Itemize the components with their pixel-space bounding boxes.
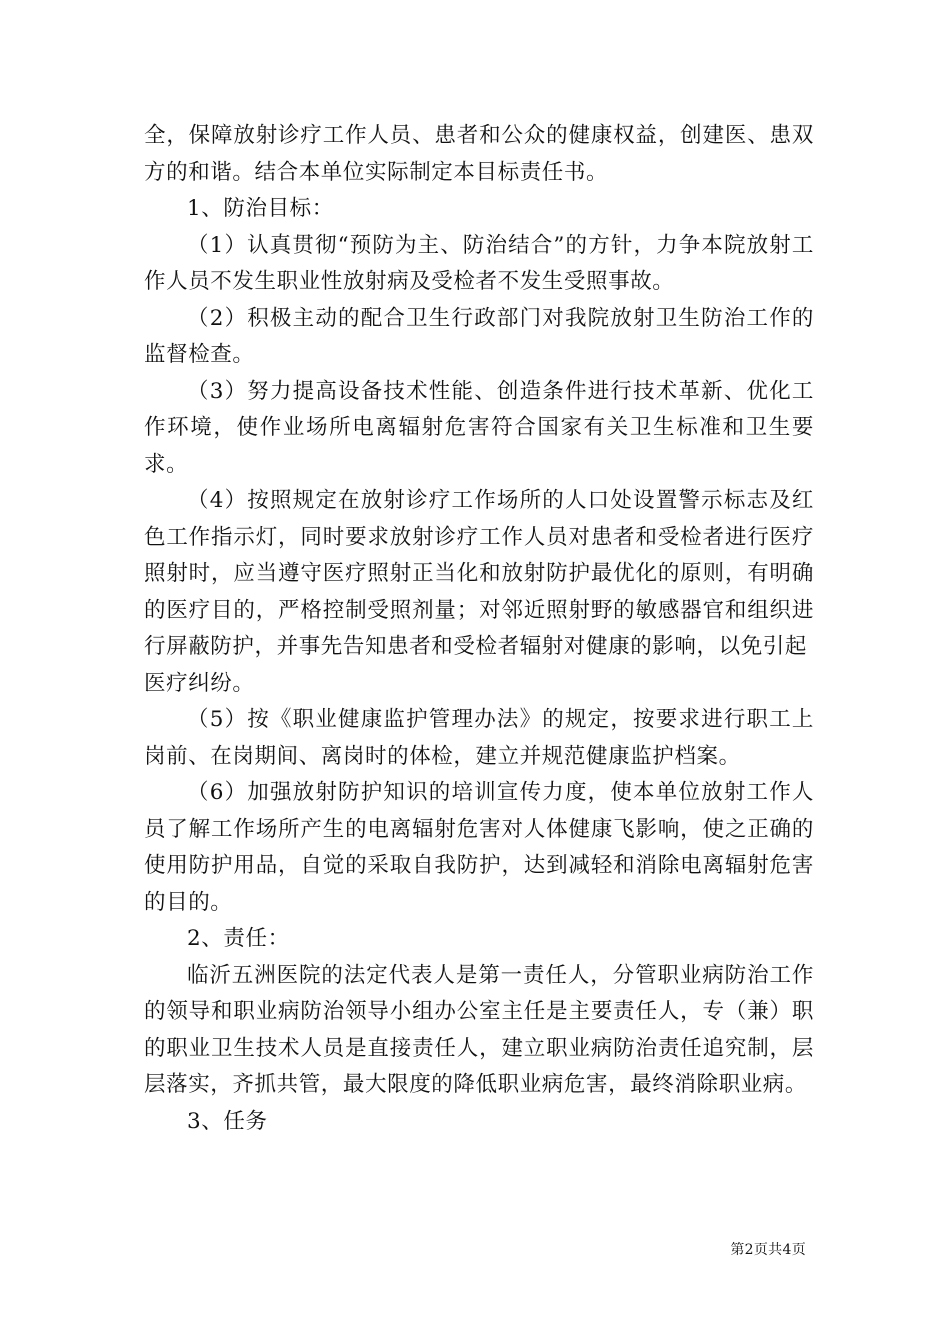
page-number-footer: 第2页共4页 [730,1242,806,1258]
goal-item-4: （4）按照规定在放射诊疗工作场所的人口处设置警示标志及红色工作指示灯，同时要求放射诊疗工作人员对患者和受检者进行医疗照射时，应当遵守医疗照射正当化和放射防护最优化的原则，有明确的医疗目的，严格控制受照剂量；对邻近照射野的敏感器官和组织进行屏蔽防护，并事先告知患者和受检者辐射对健康的影响，以免引起 [144,488,814,659]
goal-item-5: （5）按《职业健康监护管理办法》的规定，按要求进行职工上岗前、在岗期间、离岗时的体检，建立并规范健康监护档案。 [144,707,814,769]
goal-item-4-tail: 医疗纠纷。 [144,670,255,696]
section-heading-prevention-goals: 1、防治目标： [187,196,334,221]
section-heading-tasks: 3、任务 [187,1108,268,1134]
goal-item-6: （6）加强放射防护知识的培训宣传力度，使本单位放射工作人员了解工作场所产生的电离辐射危害对人体健康飞影响，使之正确的使用防护用品，自觉的采取自我防护，达到减轻和消除电离辐射危害的目的。 [144,780,814,915]
goal-item-3: （3）努力提高设备技术性能、创造条件进行技术革新、优化工作环境，使作业场所电离辐射危害符合国家有关卫生标准和卫生要求。 [144,378,814,477]
document-body [144,118,814,1140]
paragraph-continuation: 全，保障放射诊疗工作人员、患者和公众的健康权益，创建医、患双方的和谐。结合本单位实际制定本目标责任书。 [144,123,814,185]
goal-item-2: （2）积极主动的配合卫生行政部门对我院放射卫生防治工作的监督检查。 [144,305,814,367]
goal-item-1: （1）认真贯彻“预防为主、防治结合”的方针，力争本院放射工作人员不发生职业性放射病及受检者不发生受照事故。 [144,232,814,294]
section-heading-responsibility: 2、责任： [187,926,290,951]
responsibility-paragraph: 临沂五洲医院的法定代表人是第一责任人，分管职业病防治工作的领导和职业病防治领导小组办公室主任是主要责任人，专（兼）职的职业卫生技术人员是直接责任人，建立职业病防治责任追究制，层层落实，齐抓共管，最大限度的降低职业病危害，最终消除职业病。 [144,962,814,1097]
